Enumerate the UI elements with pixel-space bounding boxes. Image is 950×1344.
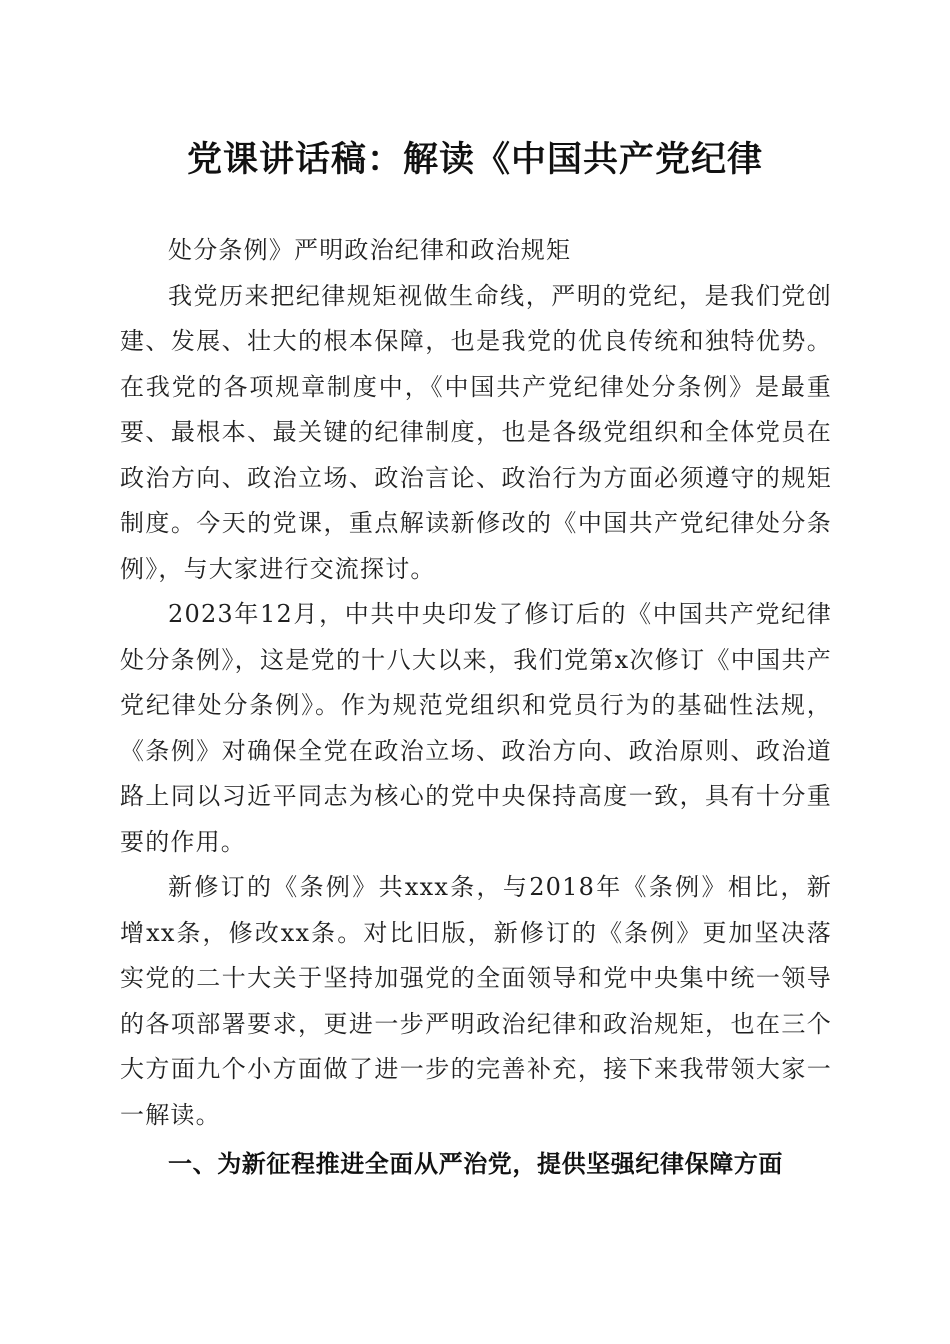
paragraph-revision: 2023年12月，中共中央印发了修订后的《中国共产党纪律处分条例》，这是党的十八大以来，我们党第x次修订《中国共产党纪律处分条例》。作为规范党组织和党员行为的基础性法规，《条例》对确保全党在政治立场、政治方向、政治原则、政治道路上同以习近平同志为核心的党中央保持高度一致，具有十分重要的作用。 — [120, 600, 832, 856]
title-continuation: 处分条例》严明政治纪律和政治规矩 — [168, 236, 572, 264]
section-heading: 一、为新征程推进全面从严治党，提供坚强纪律保障方面 — [168, 1150, 783, 1178]
document-title: 党课讲话稿：解读《中国共产党纪律 — [186, 140, 763, 180]
document-body — [120, 228, 832, 1188]
paragraph-intro: 我党历来把纪律规矩视做生命线，严明的党纪，是我们党创建、发展、壮大的根本保障，也是我党的优良传统和独特优势。在我党的各项规章制度中，《中国共产党纪律处分条例》是最重要、最根本、最关键的纪律制度，也是各级党组织和全体党员在政治方向、政治立场、政治言论、政治行为方面必须遵守的规矩制度。今天的党课，重点解读新修改的《中国共产党纪律处分条例》，与大家进行交流探讨。 — [120, 281, 832, 583]
paragraph-changes: 新修订的《条例》共xxx条，与2018年《条例》相比，新增xx条，修改xx条。对比旧版，新修订的《条例》更加坚决落实党的二十大关于坚持加强党的全面领导和党中央集中统一领导的各项部署要求，更进一步严明政治纪律和政治规矩，也在三个大方面九个小方面做了进一步的完善补充，接下来我带领大家一一解读。 — [120, 873, 832, 1129]
